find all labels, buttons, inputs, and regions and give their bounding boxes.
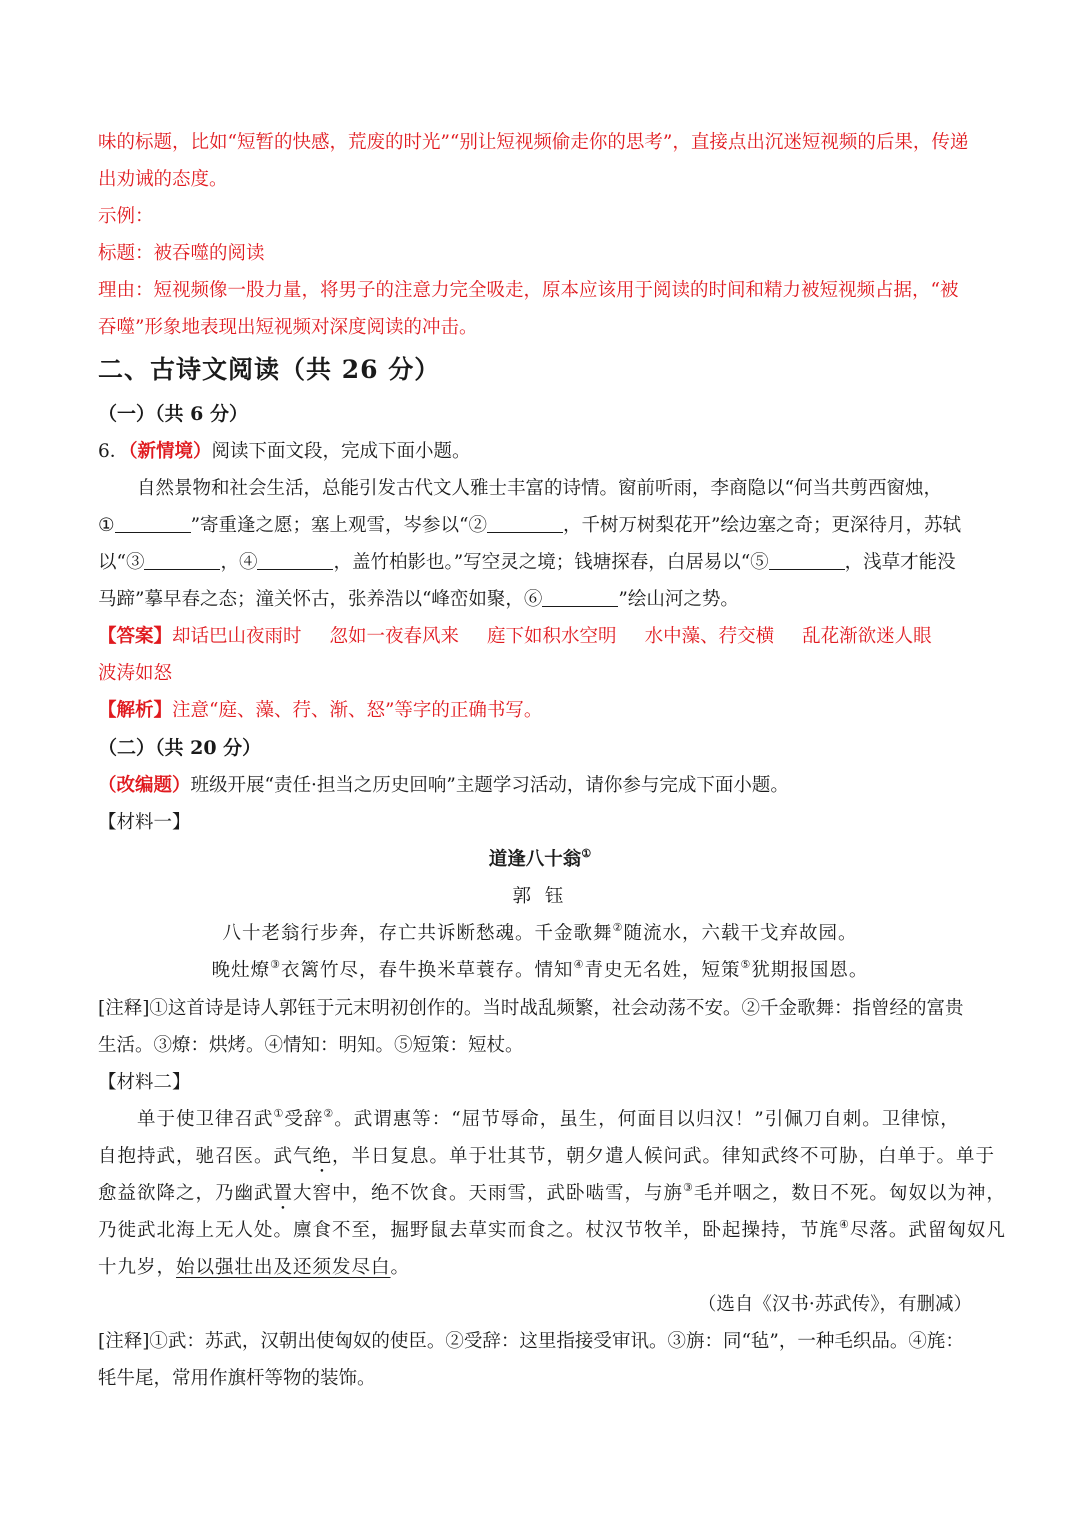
classical-text-line: 愈益欲降之，乃幽武置大窖中，绝不饮食。天雨雪，武卧啮雪，与旃③毛并咽之，数日不死。匈奴以为神， — [98, 1181, 1006, 1204]
example-title: 标题：被吞噬的阅读 — [98, 243, 265, 264]
fill-blank-4[interactable] — [257, 551, 333, 570]
poem-line: 晚灶燎③衣篱竹尽，春牛换米草蓑存。情知④青史无名姓，短策⑤犹期报国恩。 — [211, 958, 869, 981]
source-citation: （选自《汉书·苏武传》，有删减） — [697, 1294, 972, 1315]
annotation-line: [注释]①这首诗是诗人郭钰于元末明初创作的。当时战乱频繁，社会动荡不安。②千金歌舞：指曾经的富贵 — [98, 998, 964, 1019]
section-title: 二、古诗文阅读（共 26 分） — [98, 355, 441, 384]
question-6-header — [98, 439, 471, 465]
part-2-prompt: （改编题）班级开展“责任·担当之历史回响”主题学习活动，请你参与完成下面小题。 — [98, 775, 789, 796]
emphasized-char: 绝 — [312, 1146, 333, 1167]
question-tag: （新情境） — [128, 441, 212, 462]
material-label: 【材料一】 — [98, 812, 191, 833]
answer-item: 波涛如怒 — [98, 663, 173, 684]
passage-line: ① ”寄重逢之愿；塞上观雪，岑参以“② ，千树万树梨花开”绘边塞之奇；更深待月，苏轼 — [98, 515, 961, 536]
material-label: 【材料二】 — [98, 1072, 191, 1093]
passage-line: 自然景物和社会生活，总能引发古代文人雅士丰富的诗情。窗前听雨，李商隐以“何当共剪西窗烛， — [137, 478, 942, 499]
answer-item: 水中藻、荇交横 — [644, 626, 775, 647]
emphasized-char: 置 — [273, 1183, 294, 1204]
fill-blank-5[interactable] — [769, 551, 845, 570]
analysis-text-line: 出劝诫的态度。 — [98, 169, 228, 190]
answer-item: 庭下如积水空明 — [487, 626, 617, 647]
fill-blank-1[interactable] — [115, 514, 191, 533]
analysis-text: 注意“庭、藻、荇、渐、怒”等字的正确书写。 — [172, 700, 543, 721]
poem-title: 道逢八十翁① — [488, 847, 592, 870]
question-number: 6． — [98, 441, 129, 462]
passage-line: 马蹄”摹早春之态；潼关怀古，张养浩以“峰峦如聚，⑥ ”绘山河之势。 — [98, 589, 739, 610]
underlined-sentence: 始以强壮出及还须发尽白 — [176, 1257, 391, 1278]
analysis-label: 【解析】 — [98, 700, 173, 721]
answer-item: 却话巴山夜雨时 — [172, 626, 302, 647]
analysis-line — [98, 698, 542, 724]
analysis-text-line: 味的标题，比如“短暂的快感，荒废的时光”“别让短视频偷走你的思考”，直接点出沉迷短视频的后果，传递 — [98, 132, 969, 153]
answer-line — [98, 624, 932, 650]
classical-text-line: 自抱持武，驰召医。武气绝，半日复息。单于壮其节，朝夕遣人候问武。律知武终不可胁，白单于。单于 — [98, 1146, 996, 1167]
classical-text-line: 乃徙武北海上无人处。廪食不至，掘野鼠去草实而食之。杖汉节牧羊，卧起操持，节旄④尽落。武留匈奴凡 — [98, 1218, 1006, 1241]
annotation-line: 牦牛尾，常用作旗杆等物的装饰。 — [98, 1368, 376, 1389]
fill-blank-6[interactable] — [542, 588, 618, 607]
example-reason-line: 理由：短视频像一股力量，将男子的注意力完全吸走，原本应该用于阅读的时间和精力被短视频占据，“被 — [98, 280, 959, 301]
passage-line: 以“③ ，④ ，盖竹柏影也。”写空灵之境；钱塘探春，白居易以“⑤ ，浅草才能没 — [98, 552, 956, 573]
example-label: 示例： — [98, 206, 154, 227]
fill-blank-2[interactable] — [487, 514, 563, 533]
annotation-line: 生活。③燎：烘烤。④情知：明知。⑤短策：短杖。 — [98, 1035, 524, 1056]
footnote-marker: ① — [581, 847, 592, 860]
fill-blank-3[interactable] — [144, 551, 220, 570]
question-prompt: 阅读下面文段，完成下面小题。 — [211, 441, 471, 462]
part-title: （一）（共 6 分） — [98, 403, 248, 425]
poem-author: 郭 钰 — [512, 886, 568, 907]
answer-item: 忽如一夜春风来 — [329, 626, 460, 647]
classical-text-line: 单于使卫律召武①受辞②。武谓惠等：“屈节辱命，虽生，何面目以归汉！”引佩刀自刺。卫律惊， — [137, 1107, 960, 1130]
example-reason-line: 吞噬”形象地表现出短视频对深度阅读的冲击。 — [98, 317, 478, 338]
annotation-line: [注释]①武：苏武，汉朝出使匈奴的使臣。②受辞：这里指接受审讯。③旃：同“毡”，一种毛织品。④旄： — [98, 1331, 964, 1352]
poem-line: 八十老翁行步奔，存亡共诉断愁魂。千金歌舞②随流水，六载干戈弃故园。 — [222, 921, 858, 944]
answer-item: 乱花渐欲迷人眼 — [802, 626, 932, 647]
classical-text-line: 十九岁，始以强壮出及还须发尽白。 — [98, 1257, 411, 1278]
answer-label: 【答案】 — [98, 626, 173, 647]
part-title: （二）（共 20 分） — [98, 737, 262, 759]
question-tag: （改编题） — [98, 775, 191, 796]
